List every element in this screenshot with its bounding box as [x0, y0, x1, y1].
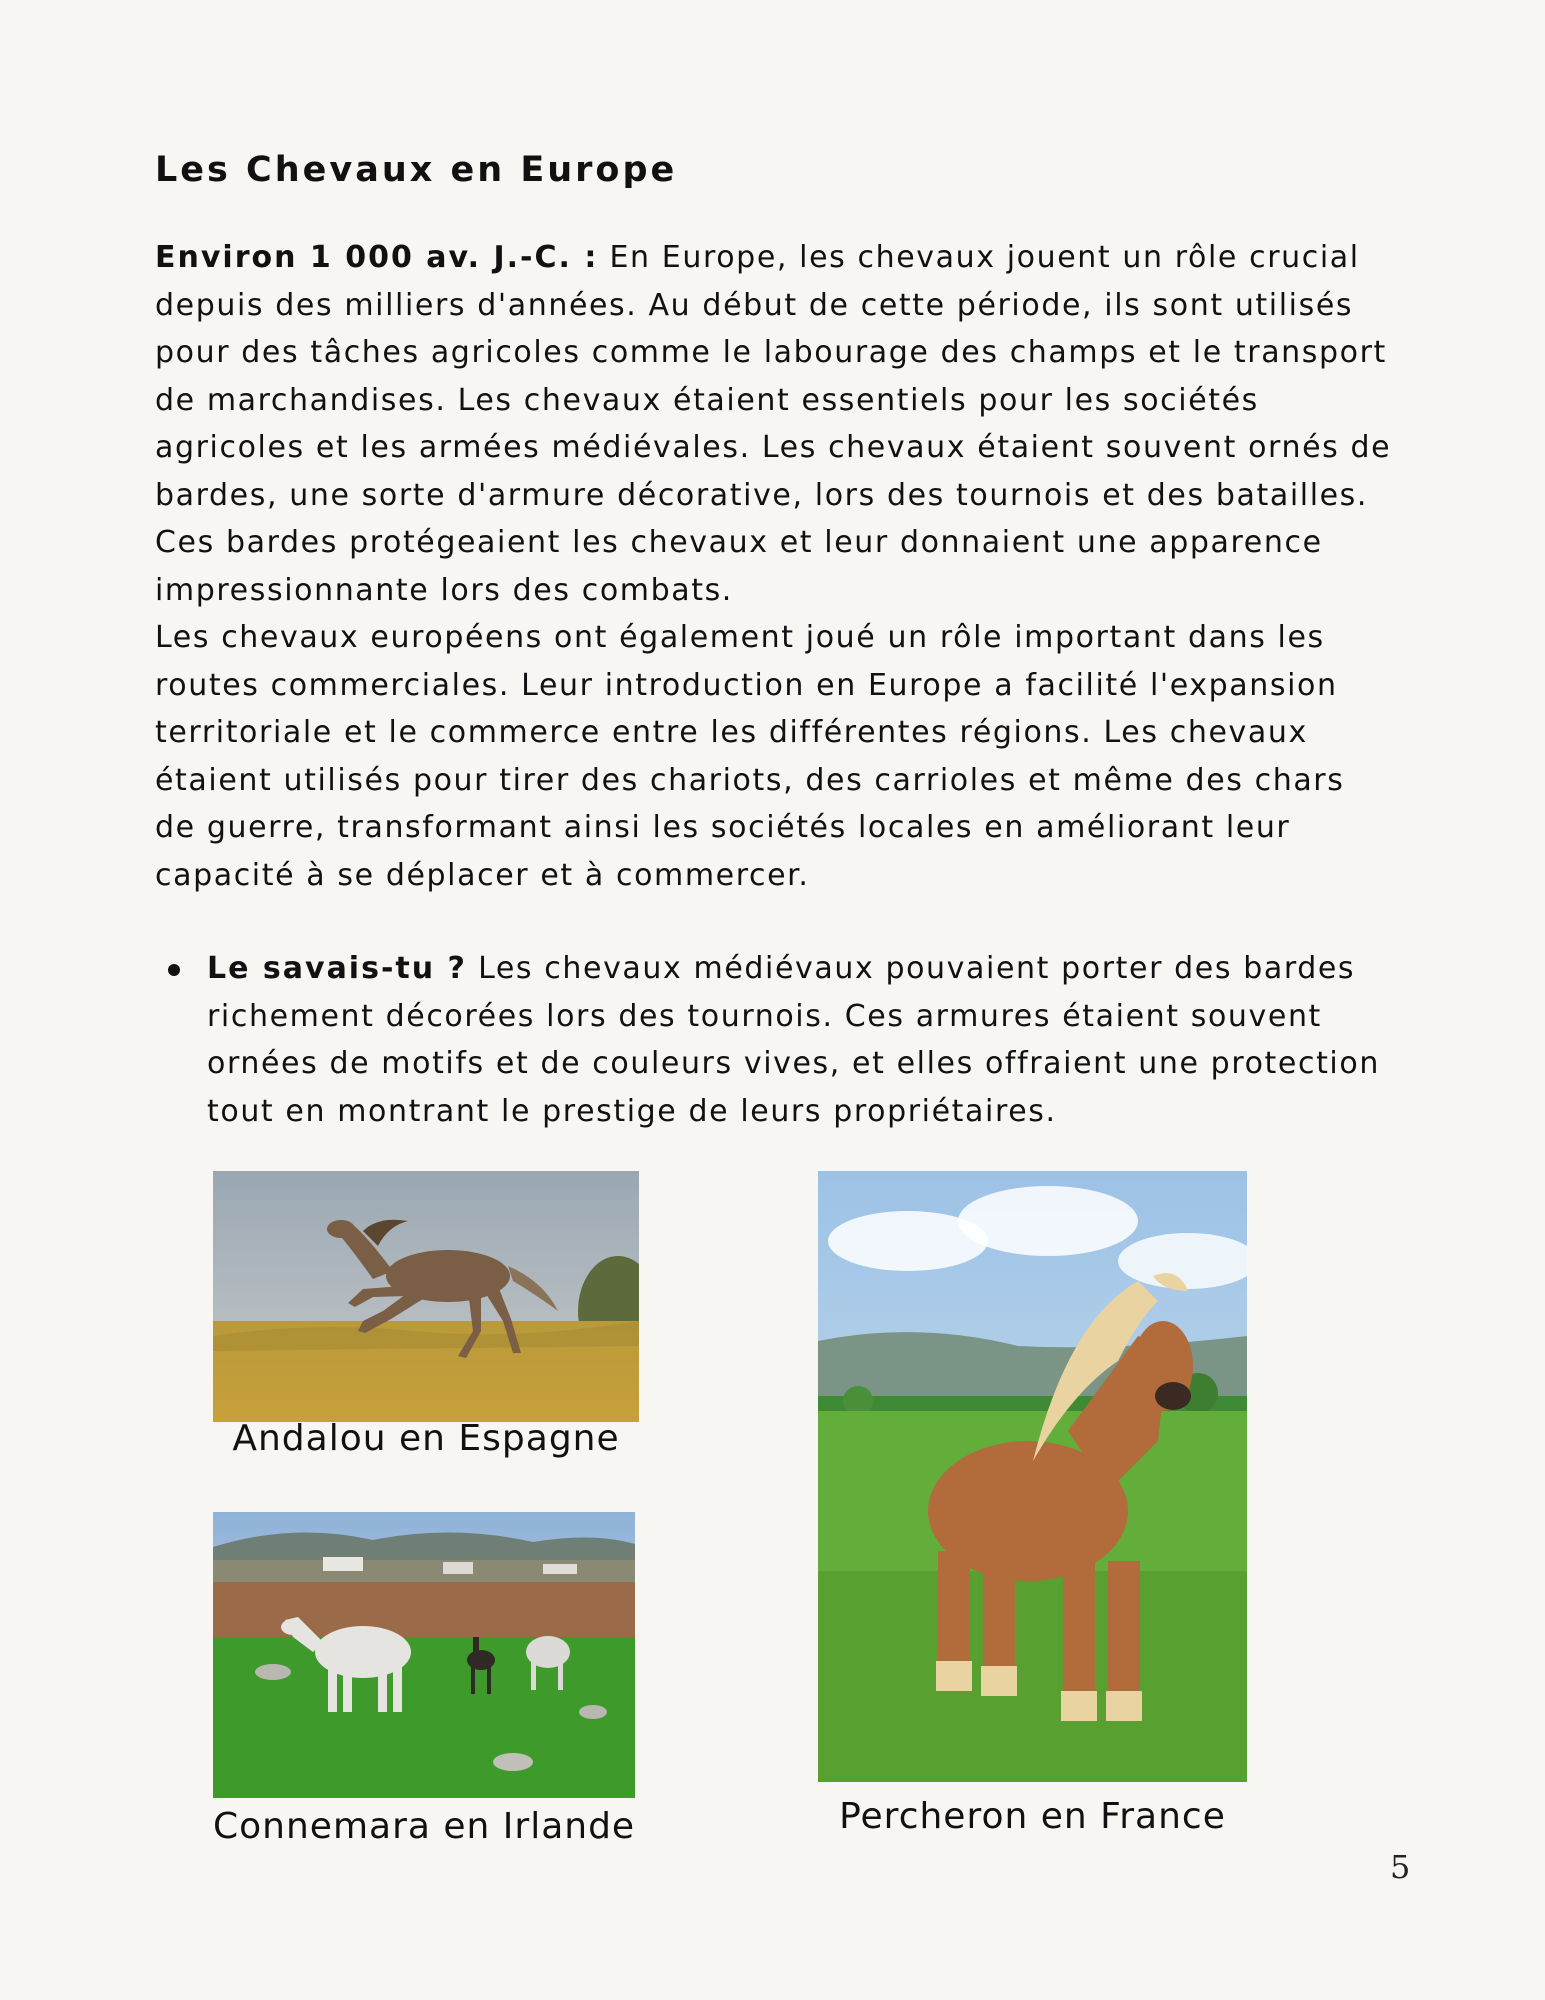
page-title: Les Chevaux en Europe [155, 150, 678, 190]
fact-list [155, 945, 1395, 1135]
fact-text: Les chevaux médiévaux pouvaient porter des bardes richement décorées lors des tournois. Ces armures étaient souvent ornées de motifs et de couleurs vives, et elles offraient une protection tout en montrant le prestige de leurs propriétaires. [207, 951, 1380, 1129]
page-number: 5 [1390, 1848, 1411, 1886]
connemara-horse-image [213, 1512, 635, 1798]
andalou-horse-image [213, 1171, 639, 1422]
percheron-horse-photo [818, 1171, 1247, 1782]
connemara-caption: Connemara en Irlande [213, 1806, 636, 1847]
percheron-horse-image [818, 1171, 1247, 1782]
paragraph-1: En Europe, les chevaux jouent un rôle crucial depuis des milliers d'années. Au début de cette période, ils sont utilisés pour des tâches agricoles comme le labourage des champs et le transport de marchandises. Les chevaux étaient essentiels pour les sociétés agricoles et les armées médiévales. Les chevaux étaient souvent ornés de bardes, une sorte d'armure décorative, lors des tournois et des batailles. Ces bardes protégeaient les chevaux et leur donnaient une apparence impressionnante lors des combats. [155, 240, 1392, 608]
connemara-horse-photo [213, 1512, 635, 1798]
fact-item [155, 945, 1395, 1135]
main-text [155, 234, 1395, 899]
intro-date: Environ 1 000 av. J.-C. : [155, 240, 599, 275]
paragraph-2: Les chevaux européens ont également joué un rôle important dans les routes commerciales. Leur introduction en Europe a facilité l'expansion territoriale et le commerce entre les différentes régions. Les chevaux étaient utilisés pour tirer des chariots, des carrioles et même des chars de guerre, transformant ainsi les sociétés locales en améliorant leur capacité à se déplacer et à commercer. [155, 620, 1345, 893]
percheron-caption: Percheron en France [839, 1796, 1226, 1837]
andalou-horse-photo [213, 1171, 639, 1422]
andalou-caption: Andalou en Espagne [232, 1418, 620, 1459]
bullet-dot-icon [168, 964, 180, 976]
fact-label: Le savais-tu ? [207, 951, 467, 986]
